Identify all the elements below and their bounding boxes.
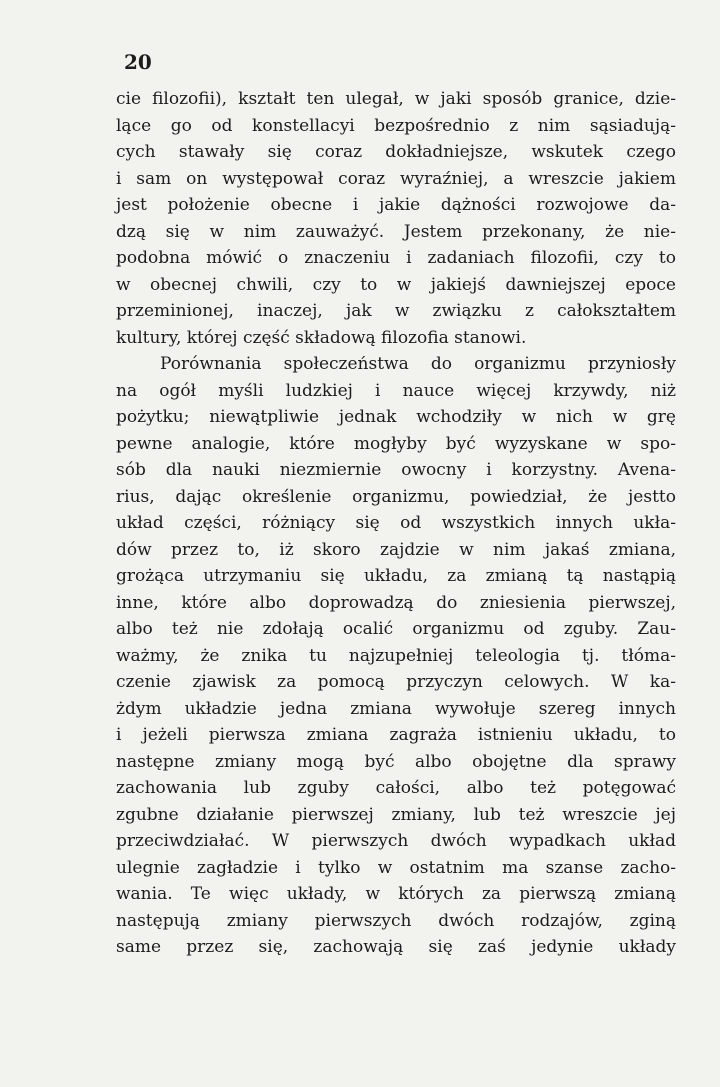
text-line: sób dla nauki niezmiernie owocny i korzystny. Avena- xyxy=(116,460,676,480)
text-line: następne zmiany mogą być albo obojętne dla sprawy xyxy=(116,751,676,772)
text-line: w obecnej chwili, czy to w jakiejś dawniejszej epoce xyxy=(116,274,676,295)
text-line: cych stawały się coraz dokładniejsze, wskutek czego xyxy=(116,142,676,162)
text-line: zgubne działanie pierwszej zmiany, lub też wreszcie jej xyxy=(116,804,676,825)
text-line: i jeżeli pierwsza zmiana zagraża istnieniu układu, to xyxy=(116,725,676,745)
page-number: 20 xyxy=(124,50,152,74)
text-line: dzą się w nim zauważyć. Jestem przekonany, że nie- xyxy=(116,221,676,242)
text-line: Porównania społeczeństwa do organizmu przyniosły xyxy=(160,354,676,374)
text-line: czenie zjawisk za pomocą przyczyn celowych. W ka- xyxy=(116,672,676,692)
text-line: dów przez to, iż skoro zajdzie w nim jakaś zmiana, xyxy=(116,539,676,560)
text-line: same przez się, zachowają się zaś jedynie układy xyxy=(116,937,676,957)
text-line: inne, które albo doprowadzą do zniesienia pierwszej, xyxy=(116,592,676,613)
text-line: pożytku; niewątpliwie jednak wchodziły w nich w grę xyxy=(116,407,676,427)
text-line: i sam on występował coraz wyraźniej, a wreszcie jakiem xyxy=(116,168,676,189)
text-line: zachowania lub zguby całości, albo też potęgować xyxy=(116,778,676,798)
text-line: ulegnie zagładzie i tylko w ostatnim ma szanse zacho- xyxy=(116,857,676,878)
text-line: na ogół myśli ludzkiej i nauce więcej krzywdy, niż xyxy=(116,380,676,401)
text-line: podobna mówić o znaczeniu i zadaniach filozofii, czy to xyxy=(116,248,676,268)
text-line: rius, dając określenie organizmu, powiedział, że jestto xyxy=(116,486,676,507)
text-line: grożąca utrzymaniu się układu, za zmianą tą nastąpią xyxy=(116,566,676,586)
text-line: żdym układzie jedna zmiana wywołuje szereg innych xyxy=(116,698,676,719)
body-text xyxy=(116,86,676,961)
text-line: albo też nie zdołają ocalić organizmu od zguby. Zau- xyxy=(116,619,676,639)
text-line: przeciwdziałać. W pierwszych dwóch wypadkach układ xyxy=(116,831,676,851)
text-line: cie filozofii), kształt ten ulegał, w jaki sposób granice, dzie- xyxy=(116,89,676,109)
text-line: pewne analogie, które mogłyby być wyzyskane w spo- xyxy=(116,433,676,454)
text-line: lące go od konstellacyi bezpośrednio z nim sąsiadują- xyxy=(116,115,676,136)
text-line: ważmy, że znika tu najzupełniej teleologia tj. tłóma- xyxy=(116,645,676,666)
text-line: następują zmiany pierwszych dwóch rodzajów, zginą xyxy=(116,910,676,931)
text-line: wania. Te więc układy, w których za pierwszą zmianą xyxy=(116,884,676,904)
text-line: układ części, różniący się od wszystkich innych ukła- xyxy=(116,513,676,533)
text-line: kultury, której część składową filozofia stanowi. xyxy=(116,327,527,348)
text-line: jest położenie obecne i jakie dążności rozwojowe da- xyxy=(116,195,676,215)
text-line: przeminionej, inaczej, jak w związku z całokształtem xyxy=(116,301,676,321)
